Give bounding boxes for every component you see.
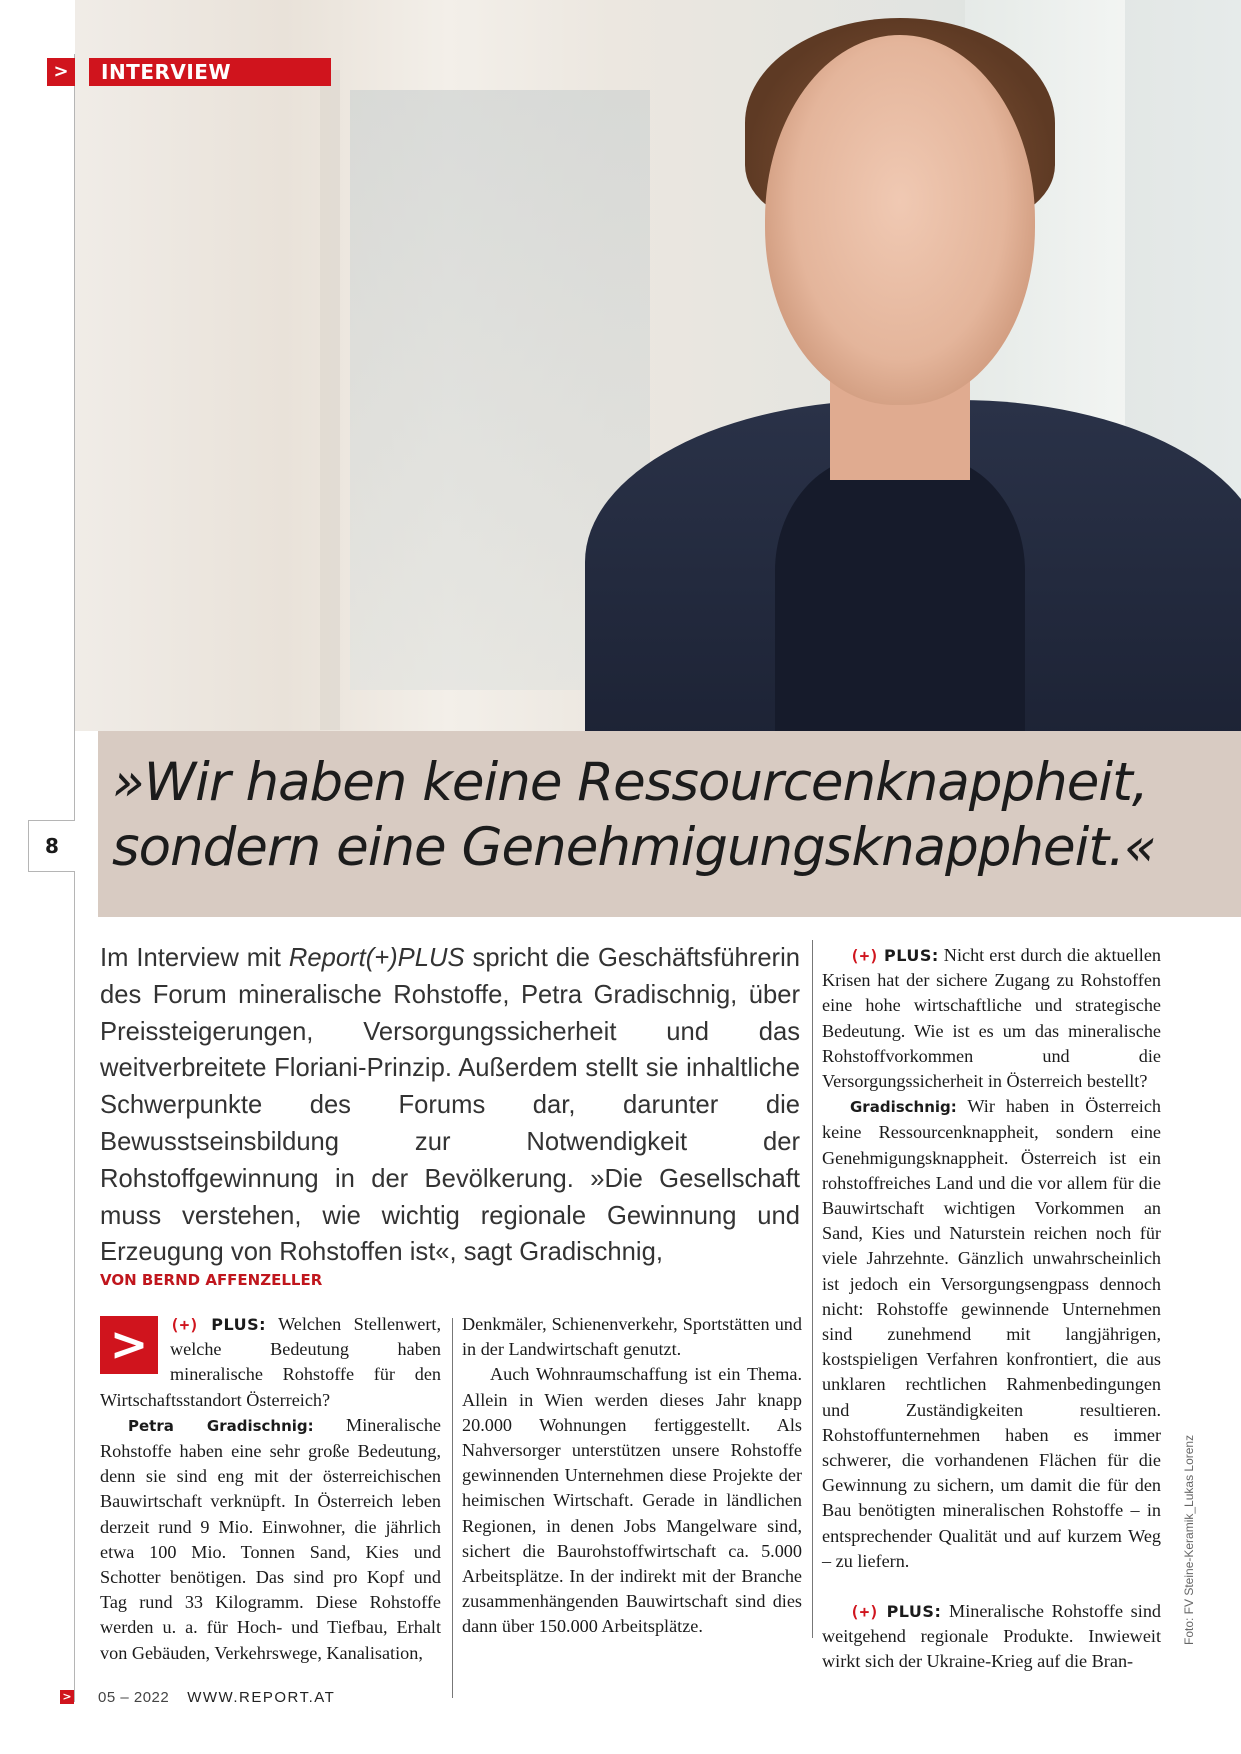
page-number: 8: [28, 820, 75, 872]
column-2: [462, 1312, 802, 1640]
quote-line-1: »Wir haben keine Ressourcenknappheit,: [112, 752, 1148, 813]
portrait-photo: [75, 0, 1241, 731]
answer-1-para-2: Auch Wohnraumschaffung ist ein Thema. Allein in Wien werden dieses Jahr knapp 20.000 Wohnungen fertiggestellt. Als Nahversorger unterstützen unsere Rohstoffe gewinnenden Unternehmen diese Projekte der heimischen Wirtschaft. Gerade in ländlichen Regionen, in denen Jobs Mangelware sind, sichert die Baurohstoffwirtschaft ca. 5.000 Arbeitsplätze. In der indirekt mit der Branche zusammenhängenden Bauwirtschaft sind dies dann über 150.000 Arbeitsplätze.: [462, 1364, 802, 1637]
question-3: Mineralische Rohstoffe sind weitgehend regionale Produkte. Inwieweit wirkt sich der Ukraine-Krieg auf die Bran-: [822, 1601, 1162, 1672]
start-arrow-icon: >: [100, 1316, 158, 1374]
footer: [98, 1689, 335, 1706]
pull-quote: [112, 750, 1222, 880]
lead-paragraph: Im Interview mit Report(+)PLUS spricht die Geschäftsführerin des Forum mineralische Rohstoffe, Petra Gradischnig, über Preissteigerungen, Versorgungssicherheit und das weitverbreitete Floriani-Prinzip. Außerdem stellt sie inhaltliche Schwerpunkte des Forums dar, darunter die Bewusstseinsbildung zur Notwendigkeit der Rohstoffgewinnung in der Bevölkerung. »Die Gesellschaft muss verstehen, wie wichtig regionale Gewinnung und Erzeugung von Rohstoffen ist«, sagt Gradischnig,: [100, 944, 800, 1267]
column-rule-2: [812, 940, 813, 1638]
section-label: INTERVIEW: [89, 58, 331, 86]
answer-1: Mineralische Rohstoffe haben eine sehr große Bedeutung, denn sie sind eng mit der österreichischen Bauwirtschaft verknüpft. In Österreich leben derzeit rund 9 Mio. Einwohner, die jährlich etwa 100 Mio. Tonnen Sand, Kies und Schotter benötigen. Das sind pro Kopf und Tag rund 33 Kilogramm. Diese Rohstoffe werden u. a. für Hoch- und Tiefbau, Erhalt von Gebäuden, Verkehrswege, Kanalisation,: [100, 1414, 441, 1663]
column-1: > (+) PLUS: Welchen Stellenwert, welche Bedeutung haben mineralische Rohstoffe für den Wirtschaftsstandort Österreich? Petra Gradischnig: Mineralische Rohstoffe haben eine sehr große Bedeutung, denn sie sind eng mit der österreichischen Bauwirtschaft verknüpft. In Österreich leben derzeit rund 9 Mio. Einwohner, die jährlich etwa 100 Mio. Tonnen Sand, Kies und Schotter benötigen. Das sind pro Kopf und Tag rund 33 Kilogramm. Diese Rohstoffe werden u. a. für Hoch- und Tiefbau, Erhalt von Gebäuden, Verkehrswege, Kanalisation,: [100, 1314, 442, 1663]
answer-1-cont: Denkmäler, Schienenverkehr, Sportstätten und in der Landwirtschaft genutzt.: [462, 1314, 802, 1360]
website-link[interactable]: WWW.REPORT.AT: [187, 1689, 336, 1706]
issue-date: 05 – 2022: [98, 1689, 170, 1706]
byline: VON BERND AFFENZELLER: [100, 1271, 323, 1289]
question-2: Nicht erst durch die aktuellen Krisen hat der sichere Zugang zu Rohstoffen eine hohe wirtschaftliche und strategische Bedeutung. Wie ist es um das mineralische Rohstoffvorkommen und die Versorgungssicherheit in Österreich bestellt?: [822, 945, 1161, 1092]
magazine-name: Report(+)PLUS: [288, 944, 465, 972]
section-arrow-icon: >: [47, 58, 75, 86]
speaker-name: Petra Gradischnig:: [128, 1416, 314, 1435]
footer-arrow-icon: >: [60, 1690, 74, 1704]
quote-line-2: sondern eine Genehmigungsknappheit.«: [112, 817, 1156, 878]
column-rule-1: [452, 1318, 453, 1698]
question-1: Welchen Stellenwert, welche Bedeutung haben mineralische Rohstoffe für den Wirtschaftsstandort Österreich?: [100, 1314, 442, 1410]
photo-credit: Foto: FV Steine-Keramik_Lukas Lorenz: [1182, 1434, 1196, 1645]
column-3: (+) PLUS: Nicht erst durch die aktuellen Krisen hat der sichere Zugang zu Rohstoffen eine hohe wirtschaftliche und strategische Bedeutung. Wie ist es um das mineralische Rohstoffvorkommen und die Versorgungssicherheit in Österreich bestellt? Gradischnig: Wir haben in Österreich keine Ressourcenknappheit, sondern eine Genehmigungsknappheit. Österreich ist ein rohstoffreiches Land und die vor allem für die Bauwirtschaft wichtigen Vorkommen an Sand, Kies und Naturstein reichen noch für viele Jahrzehnte. Gänzlich unwahrscheinlich ist jedoch ein Versorgungsengpass dennoch nicht: Rohstoffe gewinnende Unternehmen sind zunehmend mit langjährigen, kostspieligen Verfahren konfrontiert, die aus unklaren rechtlichen Rahmenbedingungen und Zuständigkeiten resultieren. Rohstoffunternehmen haben es immer schwerer, die vorhandenen Flächen für die Gewinnung zu sichern, um damit die für den Bau benötigten mineralischen Rohstoffe – in entsprechender Qualität und auf kurzem Weg – zu liefern. (+) PLUS: Mineralische Rohstoffe sind weitgehend regionale Produkte. Inwieweit wirkt sich der Ukraine-Krieg auf die Bran-: [822, 945, 1162, 1672]
speaker-name-2: Gradischnig:: [850, 1098, 957, 1117]
answer-2: Wir haben in Österreich keine Ressourcenknappheit, sondern eine Genehmigungsknappheit. Österreich ist ein rohstoffreiches Land und die vor allem für die Bauwirtschaft wichtigen Vorkommen an Sand, Kies und Naturstein reichen noch für viele Jahrzehnte. Gänzlich unwahrscheinlich ist jedoch ein Versorgungsengpass dennoch nicht: Rohstoffe gewinnende Unternehmen sind zunehmend mit langjährigen, kostspieligen Verfahren konfrontiert, die aus unklaren rechtlichen Rahmenbedingungen und Zuständigkeiten resultieren. Rohstoffunternehmen haben es immer schwerer, die vorhandenen Flächen für die Gewinnung zu sichern, um damit die für den Bau benötigten mineralischen Rohstoffe – in entsprechender Qualität und auf kurzem Weg – zu liefern.: [822, 1096, 1161, 1571]
